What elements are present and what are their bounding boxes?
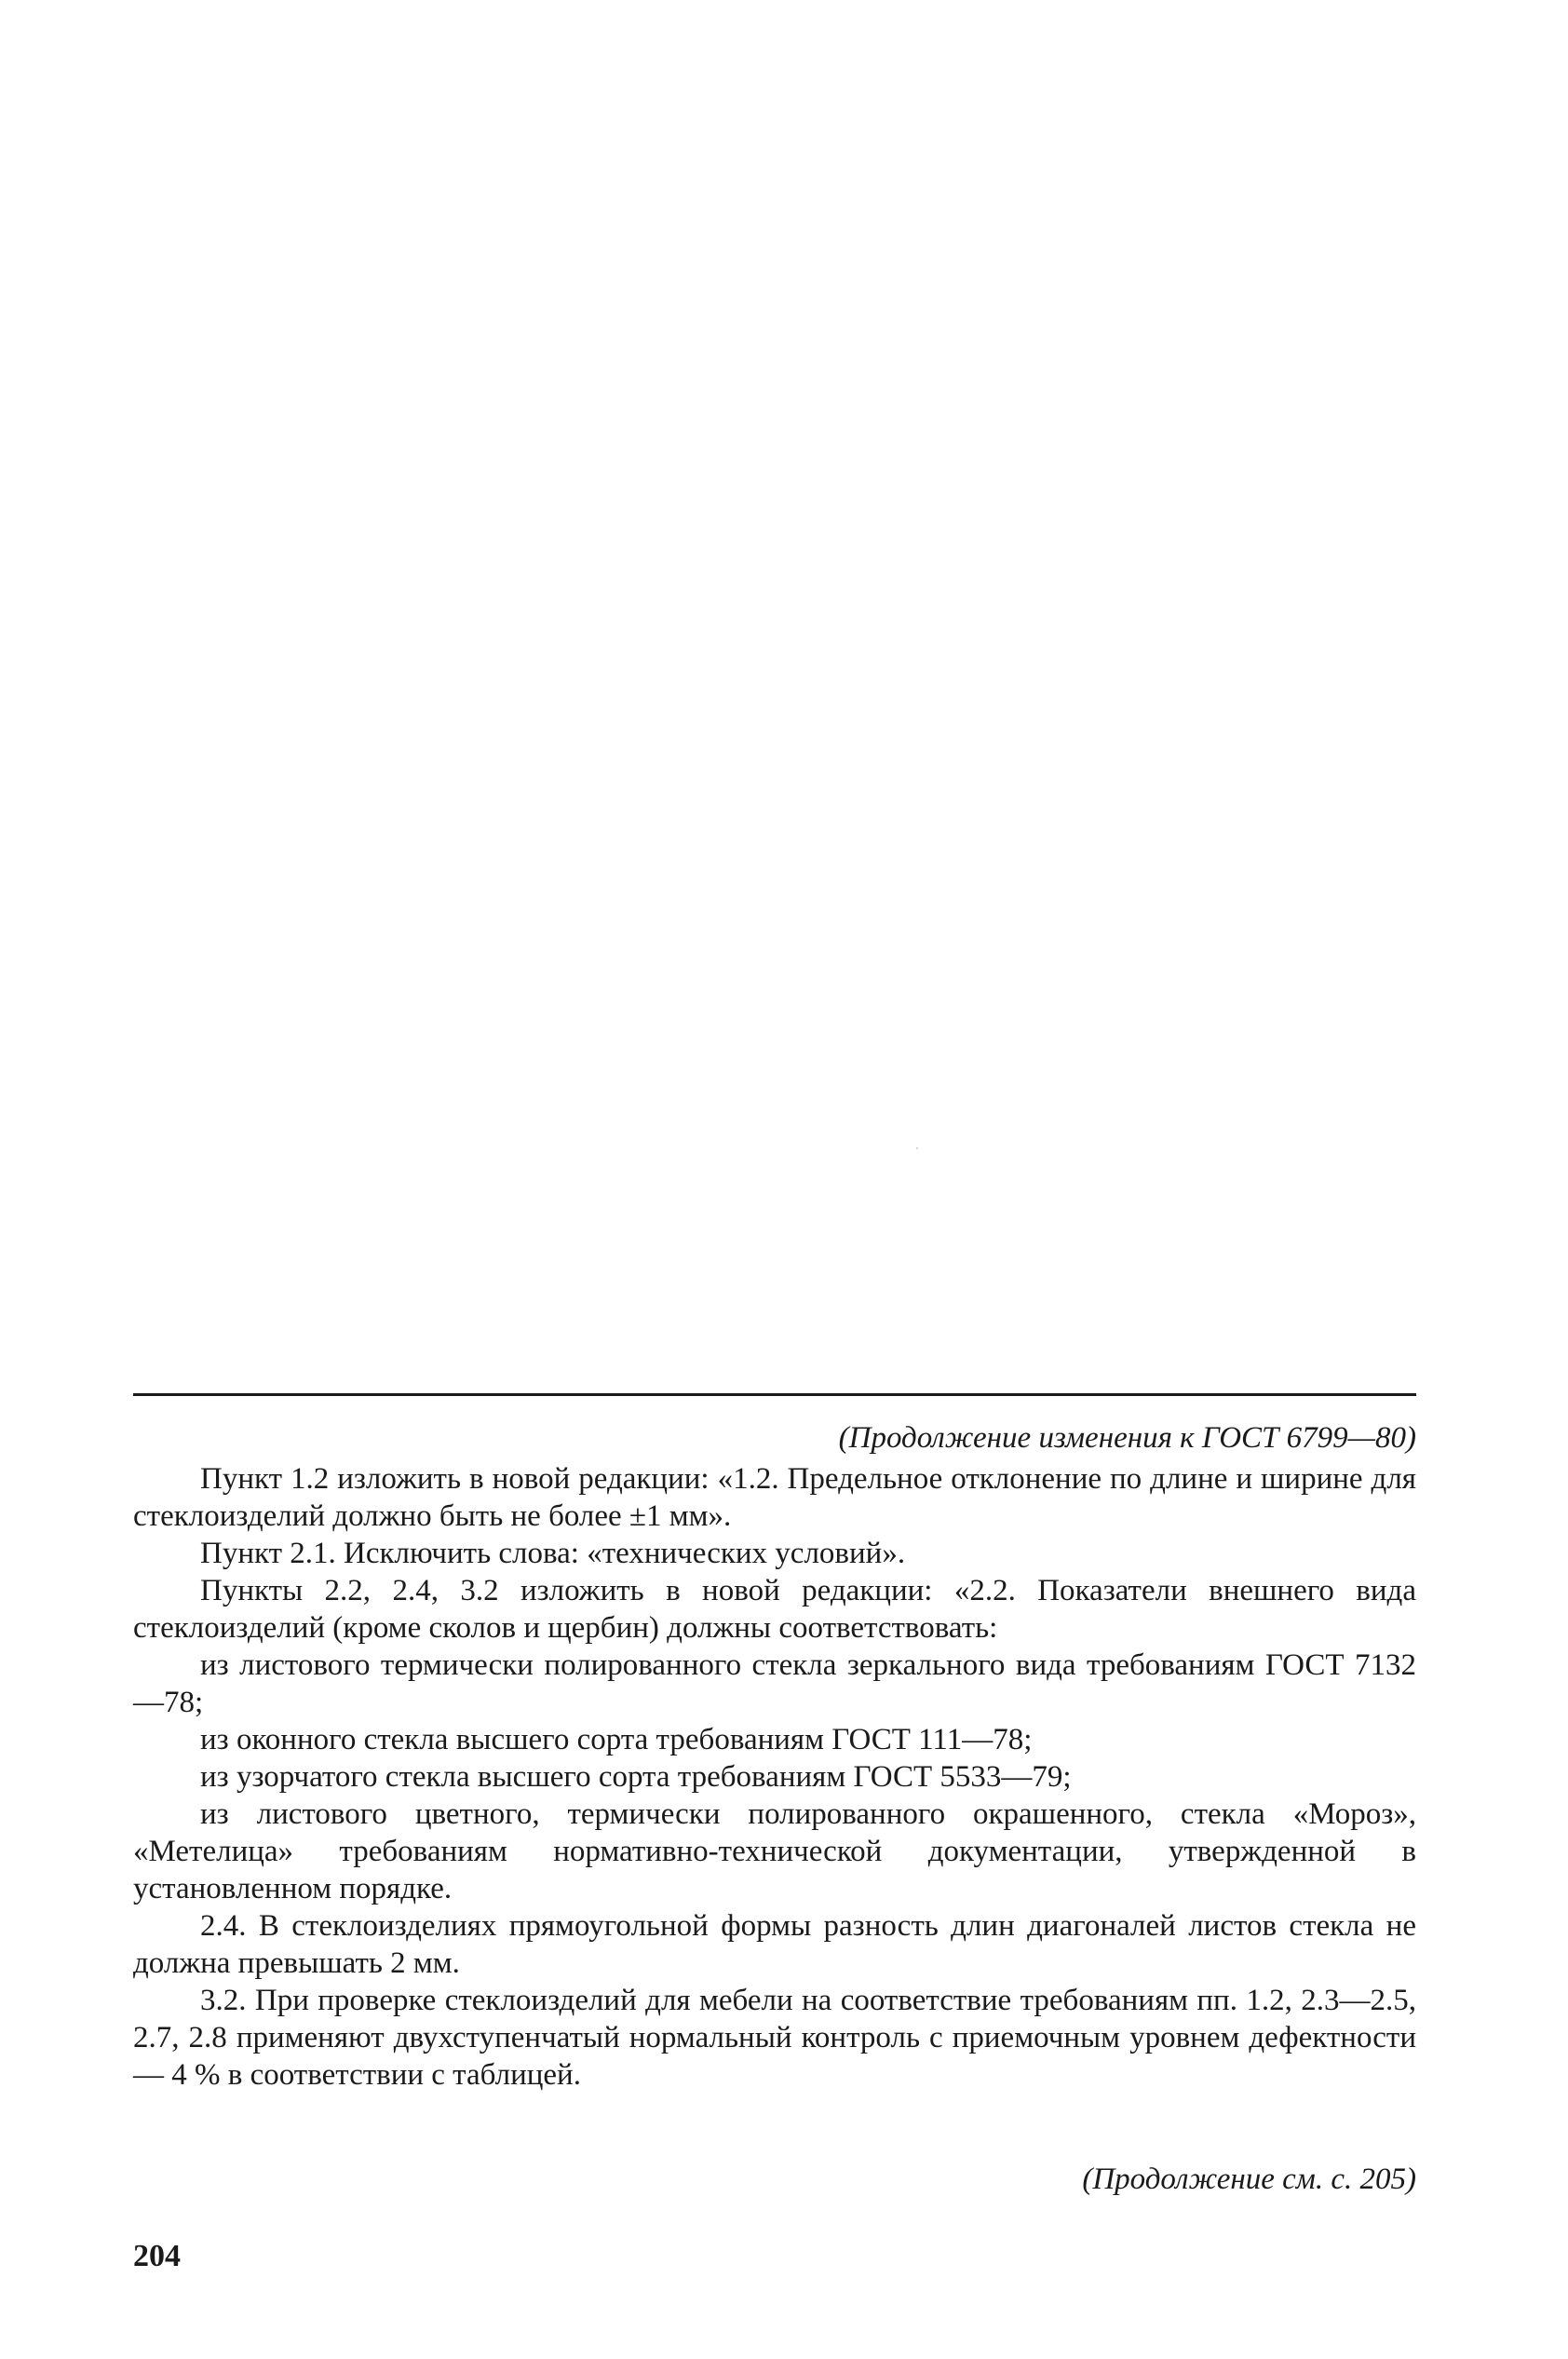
paragraph-colored-glass: из листового цветного, термически полированного окрашенного, стекла «Мороз», «Метелица» требованиям нормативно-технической документации, утвержденной в установленном порядке. [133,1797,1416,1905]
paragraph-point-2-4: 2.4. В стеклоизделиях прямоугольной формы разность длин диагоналей листов стекла не должна превышать 2 мм. [133,1909,1416,1980]
scan-speck [916,1147,918,1149]
page-number: 204 [133,2239,181,2273]
paragraph-patterned-glass: из узорчатого стекла высшего сорта требованиям ГОСТ 5533—79; [200,1760,1072,1794]
header-rule [133,1393,1416,1396]
paragraph-window-glass: из оконного стекла высшего сорта требованиям ГОСТ 111—78; [200,1723,1033,1756]
amendment-text [133,1460,1416,2094]
paragraph-point-1-2: Пункт 1.2 изложить в новой редакции: «1.2. Предельное отклонение по длине и ширине для стеклоизделий должно быть не более ±1 мм». [133,1462,1416,1533]
paragraph-polished-glass: из листового термически полированного стекла зеркального вида требованиям ГОСТ 7132—78; [133,1648,1416,1719]
continuation-header: (Продолжение изменения к ГОСТ 6799—80) [838,1421,1416,1455]
continuation-footer: (Продолжение см. с. 205) [1082,2162,1416,2196]
paragraph-point-2-1: Пункт 2.1. Исключить слова: «технических условий». [200,1537,906,1570]
paragraph-points-2-2-2-4-3-2: Пункты 2.2, 2.4, 3.2 изложить в новой редакции: «2.2. Показатели внешнего вида стеклоизделий (кроме сколов и щербин) должны соответствовать: [133,1574,1416,1645]
paragraph-point-3-2: 3.2. При проверке стеклоизделий для мебели на соответствие требованиям пп. 1.2, 2.3—2.5, 2.7, 2.8 применяют двухступенчатый нормальный контроль с приемочным уровнем дефектности — 4 % в соответствии с таблицей. [133,1984,1416,2092]
